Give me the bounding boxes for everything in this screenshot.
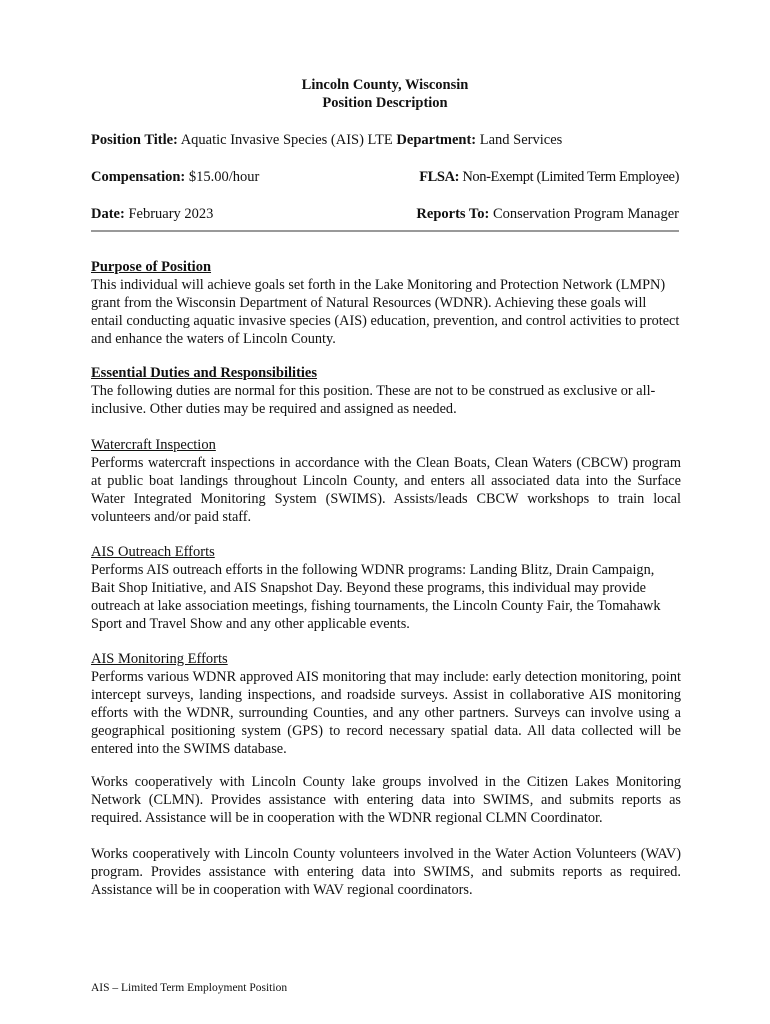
purpose-text: This individual will achieve goals set forth in the Lake Monitoring and Protection Network (LMPN) grant from the Wisconsin Department of Natural Resources (WDNR). Achieving these goals will entail conducting aquatic invasive species (AIS) education, prevention, and control activities to protect and enhance the waters of Lincoln County. (91, 277, 680, 347)
date-value: February 2023 (128, 206, 214, 222)
department-value: Land Services (479, 132, 563, 148)
wav-text: Works cooperatively with Lincoln County volunteers involved in the Water Action Volunteers (WAV) program. Provides assistance with entering data into SWIMS, and submits reports as required. Assistance will be in cooperation with WAV regional coordinators. (91, 846, 681, 898)
date-label: Date: (91, 206, 125, 222)
purpose-heading: Purpose of Position (91, 259, 212, 275)
county-title: Lincoln County, Wisconsin (301, 77, 469, 93)
position-title-label: Position Title: (91, 132, 178, 148)
reports-to-field (416, 205, 679, 223)
monitoring-text: Performs various WDNR approved AIS monitoring that may include: early detection monitoring, point intercept surveys, landing inspections, and roadside surveys. Assist in collaborative AIS monitoring efforts with the WDNR, surrounding Counties, and any other partners. Surveys can involve using a geographical positioning system (GPS) to record necessary spatial data. All data collected will be entered into the SWIMS database. (91, 669, 681, 757)
clmn-text: Works cooperatively with Lincoln County lake groups involved in the Citizen Lakes Monitoring Network (CLMN). Provides assistance with entering data into SWIMS, and submits reports as required. Assistance will be in cooperation with the WDNR regional CLMN Coordinator. (91, 774, 681, 826)
date-row (91, 205, 679, 223)
position-title-value: Aquatic Invasive Species (AIS) LTE (180, 132, 393, 148)
duties-intro: The following duties are normal for this position. These are not to be construed as exclusive or all-inclusive. Other duties may be required and assigned as needed. (91, 383, 656, 417)
position-row (91, 131, 679, 149)
monitoring-heading: AIS Monitoring Efforts (91, 651, 228, 667)
department-label: Department: (396, 132, 477, 148)
watercraft-heading: Watercraft Inspection (91, 437, 216, 453)
reports-to-value: Conservation Program Manager (492, 206, 679, 222)
compensation-value: $15.00/hour (188, 169, 260, 185)
page-footer: AIS – Limited Term Employment Position (91, 982, 288, 994)
header-divider (91, 230, 679, 232)
watercraft-text: Performs watercraft inspections in accordance with the Clean Boats, Clean Waters (CBCW) program at public boat landings throughout Lincoln County, and enters all associated data into the Surface Water Integrated Monitoring System (SWIMS). Assists/leads CBCW workshops to train local volunteers and/or paid staff. (91, 455, 681, 525)
flsa-value: Non-Exempt (Limited Term Employee) (462, 169, 679, 185)
document-title: Position Description (322, 95, 448, 111)
duties-heading: Essential Duties and Responsibilities (91, 365, 318, 381)
compensation-label: Compensation: (91, 169, 186, 185)
flsa-field (419, 168, 679, 186)
outreach-text: Performs AIS outreach efforts in the following WDNR programs: Landing Blitz, Drain Campaign, Bait Shop Initiative, and AIS Snapshot Day. Beyond these programs, this individual may provide outreach at lake association meetings, fishing tournaments, the Lincoln County Fair, the Tomahawk Sport and Travel Show and any other applicable events. (91, 562, 661, 632)
outreach-heading: AIS Outreach Efforts (91, 544, 215, 560)
compensation-row (91, 168, 679, 186)
flsa-label: FLSA: (419, 169, 460, 185)
reports-to-label: Reports To: (416, 206, 490, 222)
